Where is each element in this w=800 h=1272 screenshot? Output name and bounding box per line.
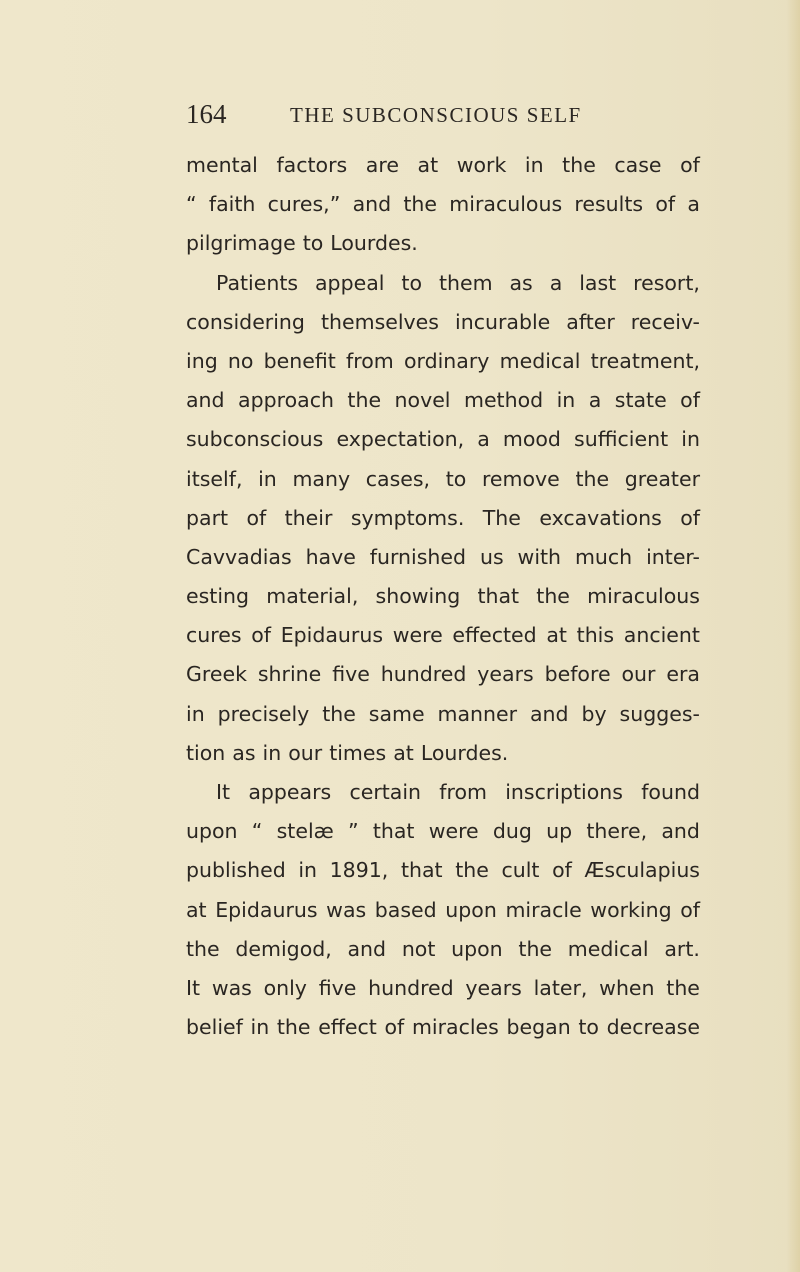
text-line: published in 1891, that the cult of Æsculapius [186, 858, 700, 883]
text-line: the demigod, and not upon the medical art. [186, 936, 700, 961]
page-header [186, 96, 626, 136]
text-line: belief in the effect of miracles began to decrease [186, 1015, 700, 1040]
text-line: Cavvadias have furnished us with much inter- [186, 544, 700, 569]
text-line: ing no benefit from ordinary medical treatment, [186, 348, 700, 373]
text-line: and approach the novel method in a state of [186, 388, 700, 413]
running-head: THE SUBCONSCIOUS SELF [290, 103, 582, 127]
text-line: part of their symptoms. The excavations of [186, 505, 700, 530]
text-line: Greek shrine five hundred years before our era [186, 662, 700, 687]
text-line: in precisely the same manner and by sugges- [186, 701, 700, 726]
text-line: pilgrimage to Lourdes. [186, 231, 418, 256]
text-line: Patients appeal to them as a last resort, [216, 270, 700, 295]
page-edge-shadow [786, 0, 800, 1272]
text-line: It appears certain from inscriptions found [216, 780, 700, 804]
text-line: at Epidaurus was based upon miracle working of [186, 897, 700, 922]
page-number: 164 [186, 99, 227, 129]
text-line: upon “ stelæ ” that were dug up there, and [186, 819, 700, 844]
text-line: tion as in our times at Lourdes. [186, 740, 509, 765]
text-line: esting material, showing that the miraculous [186, 584, 700, 609]
text-line: mental factors are at work in the case of [186, 153, 700, 177]
body-text [186, 146, 700, 1047]
text-line: “ faith cures,” and the miraculous results of a [186, 192, 700, 217]
text-line: cures of Epidaurus were effected at this ancient [186, 623, 700, 648]
text-line: considering themselves incurable after receiv- [186, 309, 700, 334]
text-line: It was only five hundred years later, when the [186, 975, 700, 1000]
text-line: itself, in many cases, to remove the greater [186, 466, 700, 491]
text-line: subconscious expectation, a mood sufficient in [186, 427, 700, 452]
